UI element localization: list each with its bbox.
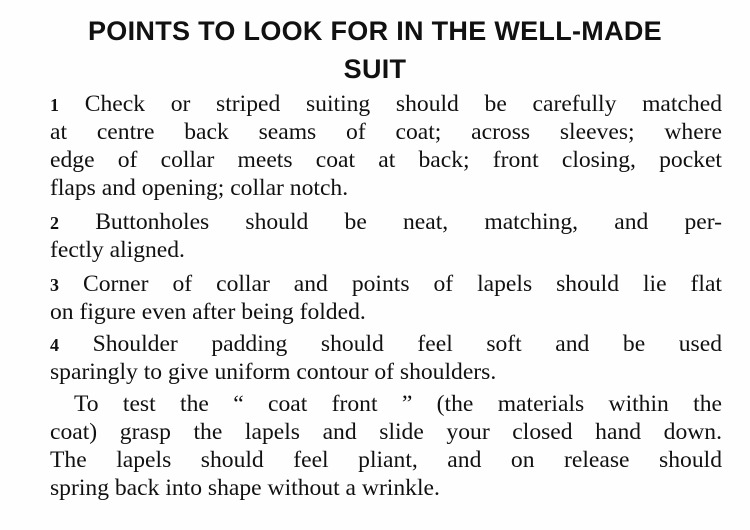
line-text: edge of collar meets coat at back; front closing, pocket: [50, 147, 722, 173]
line-text: sparingly to give uniform contour of shoulders.: [50, 359, 497, 385]
item-1-line-3: [50, 146, 722, 174]
line-text: on figure even after being folded.: [50, 299, 366, 325]
line-text: To test the “ coat front ” (the materials within the: [74, 391, 722, 417]
item-number: 2: [50, 213, 59, 233]
paragraph-line-2: [50, 418, 722, 446]
line-text: Check or striped suiting should be carefully matched: [84, 91, 722, 117]
line-text: Shoulder padding should feel soft and be used: [92, 331, 723, 357]
item-number: 3: [50, 275, 59, 295]
item-2-line-2: [50, 236, 722, 264]
page-title-line-2: SUIT: [343, 54, 407, 84]
line-text: flaps and opening; collar notch.: [50, 175, 349, 201]
line-text: The lapels should feel pliant, and on release should: [50, 447, 722, 473]
line-text: at centre back seams of coat; across sleeves; where: [50, 119, 722, 145]
item-number: 1: [50, 95, 59, 115]
item-1-line-1: [50, 90, 722, 119]
item-number: 4: [50, 335, 59, 355]
paragraph-line-1: [74, 390, 722, 418]
paragraph-line-4: [50, 474, 722, 502]
paragraph-line-3: [50, 446, 722, 474]
item-4-line-1: [50, 330, 722, 359]
item-4-line-2: [50, 358, 722, 386]
item-1-line-2: [50, 118, 722, 146]
item-3-line-1: [50, 270, 722, 299]
line-text: Corner of collar and points of lapels should lie flat: [82, 271, 722, 297]
item-1-line-4: [50, 174, 722, 202]
line-text: Buttonholes should be neat, matching, and per-: [95, 209, 722, 235]
item-3-line-2: [50, 298, 722, 326]
line-text: spring back into shape without a wrinkle.: [50, 475, 440, 501]
line-text: coat) grasp the lapels and slide your closed hand down.: [50, 419, 722, 445]
item-2-line-1: [50, 208, 722, 237]
line-text: fectly aligned.: [50, 237, 185, 263]
page-title-line-1: POINTS TO LOOK FOR IN THE WELL-MADE: [88, 16, 662, 46]
